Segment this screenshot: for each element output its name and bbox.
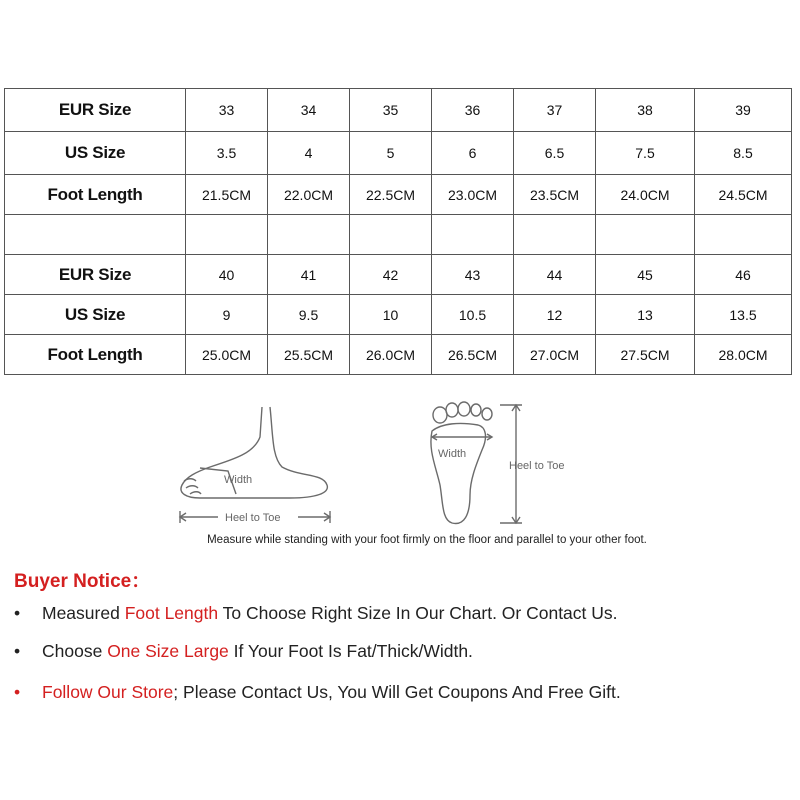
- table-cell: 7.5: [596, 132, 695, 175]
- table-cell: 4: [268, 132, 350, 175]
- table-cell: 45: [596, 255, 695, 295]
- table-cell: 10.5: [432, 295, 514, 335]
- row-label: EUR Size: [5, 89, 186, 132]
- table-cell: 21.5CM: [186, 175, 268, 215]
- table-row: [5, 132, 792, 175]
- notice-line-text: Choose: [42, 641, 108, 661]
- notice-line-foot-length: [14, 603, 618, 624]
- foot-measurement-diagram: [0, 395, 800, 535]
- row-label: US Size: [5, 295, 186, 335]
- table-cell: 38: [596, 89, 695, 132]
- row-label: [5, 215, 186, 255]
- table-cell: 24.0CM: [596, 175, 695, 215]
- table-cell: 34: [268, 89, 350, 132]
- bullet-icon: •: [14, 682, 21, 702]
- measurement-caption: Measure while standing with your foot firmly on the floor and parallel to your other foot.: [207, 534, 647, 546]
- notice-line-text: Measured: [42, 603, 125, 623]
- table-cell: 6.5: [514, 132, 596, 175]
- table-cell: 23.5CM: [514, 175, 596, 215]
- table-cell: 40: [186, 255, 268, 295]
- row-label: US Size: [5, 132, 186, 175]
- table-cell: 42: [350, 255, 432, 295]
- table-row: [5, 215, 792, 255]
- table-cell: 44: [514, 255, 596, 295]
- table-cell: 28.0CM: [695, 335, 792, 375]
- side-foot-icon: [180, 407, 330, 523]
- follow-store-link[interactable]: Follow Our Store: [42, 682, 174, 702]
- table-cell: 43: [432, 255, 514, 295]
- sole-width-label: Width: [438, 448, 467, 460]
- table-cell: [596, 215, 695, 255]
- table-cell: 26.5CM: [432, 335, 514, 375]
- table-cell: 33: [186, 89, 268, 132]
- table-cell: 8.5: [695, 132, 792, 175]
- side-width-label: Width: [224, 474, 253, 486]
- notice-line-text: ; Please Contact Us, You Will Get Coupons And Free Gift.: [173, 682, 621, 702]
- sole-length-label: Heel to Toe: [509, 460, 565, 472]
- table-cell: 6: [432, 132, 514, 175]
- table-cell: 41: [268, 255, 350, 295]
- table-cell: 36: [432, 89, 514, 132]
- table-cell: 13.5: [695, 295, 792, 335]
- table-cell: [432, 215, 514, 255]
- row-label: Foot Length: [5, 175, 186, 215]
- table-cell: 46: [695, 255, 792, 295]
- notice-highlight: Foot Length: [124, 603, 219, 623]
- table-cell: 35: [350, 89, 432, 132]
- table-cell: [695, 215, 792, 255]
- table-cell: 3.5: [186, 132, 268, 175]
- table-row: [5, 175, 792, 215]
- notice-line-follow-store: [14, 682, 621, 703]
- table-row: [5, 295, 792, 335]
- notice-line-size-large: [14, 641, 473, 662]
- bullet-icon: •: [14, 641, 21, 661]
- table-cell: 27.0CM: [514, 335, 596, 375]
- table-cell: [186, 215, 268, 255]
- row-label: EUR Size: [5, 255, 186, 295]
- table-row: [5, 335, 792, 375]
- table-cell: [268, 215, 350, 255]
- table-cell: 12: [514, 295, 596, 335]
- table-cell: 9: [186, 295, 268, 335]
- buyer-notice-title: Buyer Notice：: [14, 571, 151, 592]
- table-cell: 9.5: [268, 295, 350, 335]
- table-cell: 10: [350, 295, 432, 335]
- row-label: Foot Length: [5, 335, 186, 375]
- table-cell: 23.0CM: [432, 175, 514, 215]
- notice-line-text: If Your Foot Is Fat/Thick/Width.: [228, 641, 473, 661]
- table-cell: [514, 215, 596, 255]
- table-cell: 39: [695, 89, 792, 132]
- bullet-icon: •: [14, 603, 21, 623]
- table-cell: 24.5CM: [695, 175, 792, 215]
- table-cell: [350, 215, 432, 255]
- table-cell: 13: [596, 295, 695, 335]
- notice-highlight: One Size Large: [107, 641, 229, 661]
- table-row: [5, 89, 792, 132]
- notice-line-text: To Choose Right Size In Our Chart. Or Contact Us.: [218, 603, 618, 623]
- table-cell: 5: [350, 132, 432, 175]
- table-cell: 22.0CM: [268, 175, 350, 215]
- table-row: [5, 255, 792, 295]
- table-cell: 26.0CM: [350, 335, 432, 375]
- size-chart-table: [4, 88, 792, 375]
- table-cell: 22.5CM: [350, 175, 432, 215]
- side-length-label: Heel to Toe: [225, 512, 281, 524]
- table-cell: 27.5CM: [596, 335, 695, 375]
- table-cell: 37: [514, 89, 596, 132]
- table-cell: 25.5CM: [268, 335, 350, 375]
- table-cell: 25.0CM: [186, 335, 268, 375]
